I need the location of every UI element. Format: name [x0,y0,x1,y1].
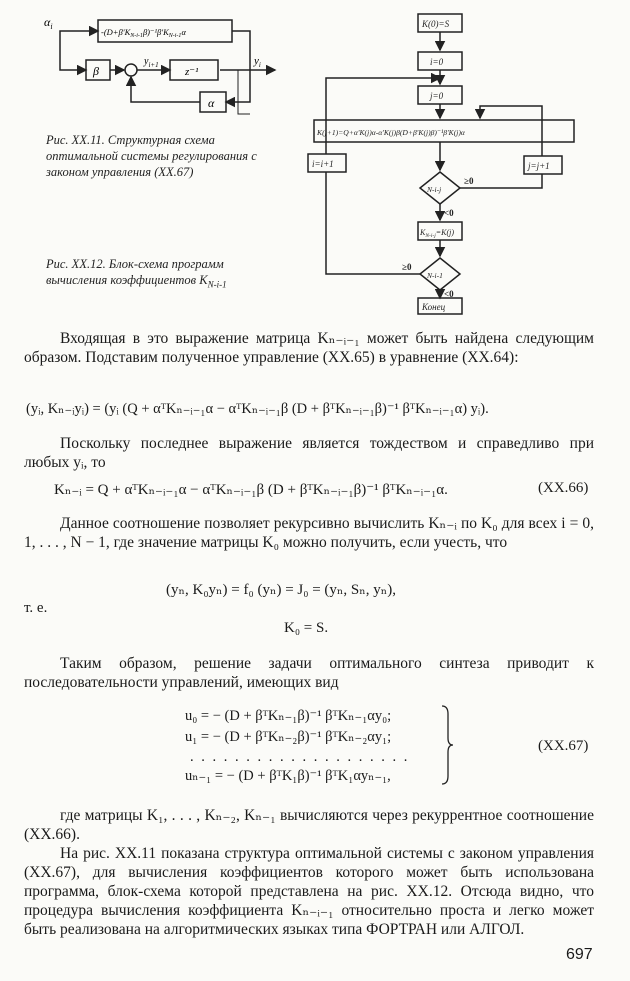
fc-i0-label: i=0 [430,57,444,67]
fig12-caption [46,256,286,293]
paragraph-6: На рис. XX.11 показана структура оптимальной системы с законом управления (XX.67), для вычисления коэффициентов которого может быть использована программа, блок-схема которой представлена на рис. XX.12. Отсюда видно, что процедура вычисления коэффициента Kₙ₋ᵢ₋₁ относительно проста и легко может быть реализована на алгоритмических языках типа ФОРТРАН или АЛГОЛ. [24,845,594,938]
fc-main-label: K(j+1)=Q+α'K(j)α-α'K(j)β(D+β'K(j)β)⁻¹β'K(j)α [317,128,465,137]
fc-inc-i-label: i=i+1 [312,159,334,169]
fig12-flowchart [306,10,612,315]
fc-ge0-1-label: ≥0 [464,176,474,186]
equation-xx66-number: (XX.66) [538,480,589,496]
fc-assign-label: $K_{N-i-j}=K(j)$ [420,228,455,239]
fig11-beta-label: β [93,64,99,78]
fc-j0-label: j=0 [430,91,444,101]
fig11-alpha-i-label: $\alpha_i$ [44,15,53,31]
equation-3: (yₙ, K₀yₙ) = f₀ (yₙ) = J₀ = (yₙ, Sₙ, yₙ), [166,582,396,598]
fig11-caption: Рис. XX.11. Структурная схема оптимальной системы регулирования с законом управления (XX.67) [46,133,257,179]
equation-1: (yᵢ, Kₙ₋ᵢyᵢ) = (yᵢ (Q + αᵀKₙ₋ᵢ₋₁α − αᵀKₙ₋ᵢ₋₁β (D + βᵀKₙ₋ᵢ₋₁β)⁻¹ βᵀKₙ₋ᵢ₋₁α) yᵢ). [26,401,489,417]
system-dots: . . . . . . . . . . . . . . . . . . . . [190,749,410,765]
fc-cond2-label: N-i-1 [427,271,443,280]
equation-xx67-number: (XX.67) [538,738,589,754]
fig11-alpha-label: α [208,96,215,110]
equation-xx66: Kₙ₋ᵢ = Q + αᵀKₙ₋ᵢ₋₁α − αᵀKₙ₋ᵢ₋₁β (D + βᵀKₙ₋ᵢ₋₁β)⁻¹ βᵀKₙ₋ᵢ₋₁α. [54,482,448,498]
system-line-2: u₁ = − (D + βᵀKₙ₋₂β)⁻¹ βᵀKₙ₋₂αy₁; [185,729,392,745]
fig11-y-next-label: $y_{i+1}$ [144,56,159,69]
fig11-gain-block-label: $-(D+\beta'K_{N-i-1}\beta)^{-1}\beta'K_{N-i-1}\alpha$ [101,27,186,39]
fc-lt0-1-label: <0 [444,208,454,218]
equation-4: K₀ = S. [284,620,329,636]
system-brace [440,704,454,786]
fig12-caption-sub: N-i-1 [207,279,227,290]
fc-ge0-2-label: ≥0 [402,262,412,272]
fig11-block-diagram [40,14,280,124]
paragraph-4: Таким образом, решение задачи оптимального синтеза приводит к последовательности управлений, имеющих вид [24,655,594,691]
fc-start-label: K(0)=S [422,19,450,29]
fig11-y-out-label: $y_i$ [254,55,261,69]
system-line-1: u₀ = − (D + βᵀKₙ₋₁β)⁻¹ βᵀKₙ₋₁αy₀; [185,708,392,724]
page-number: 697 [566,946,593,963]
fig11-summing-junction [125,64,137,76]
fc-cond1-label: N-i-j [427,185,442,194]
fig11-delay-label: z⁻¹ [185,66,199,78]
paragraph-3: Данное соотношение позволяет рекурсивно вычислить Kₙ₋ᵢ по K₀ для всех i = 0, 1, . . . , N − 1, где значение матрицы K₀ можно получить, если учесть, что [24,515,594,551]
fc-lt0-2-label: <0 [444,289,454,299]
paragraph-1: Входящая в это выражение матрица Kₙ₋ᵢ₋₁ может быть найдена следующим образом. Подставим полученное управление (XX.65) в уравнение (XX.64): [24,330,594,366]
te-text: т. е. [24,600,48,616]
system-line-3: uₙ₋₁ = − (D + βᵀK₁β)⁻¹ βᵀK₁αyₙ₋₁, [185,768,391,784]
fig12-caption-text: Рис. XX.12. Блок-схема программ вычисления коэффициентов K [46,257,224,287]
fc-inc-j-label: j=j+1 [528,161,550,171]
fc-end-label: Конец [422,302,446,312]
paragraph-2: Поскольку последнее выражение является тождеством и справедливо при любых yᵢ, то [24,435,594,471]
paragraph-5: где матрицы K₁, . . . , Kₙ₋₂, Kₙ₋₁ вычисляются через рекуррентное соотношение (XX.66). [24,807,594,843]
